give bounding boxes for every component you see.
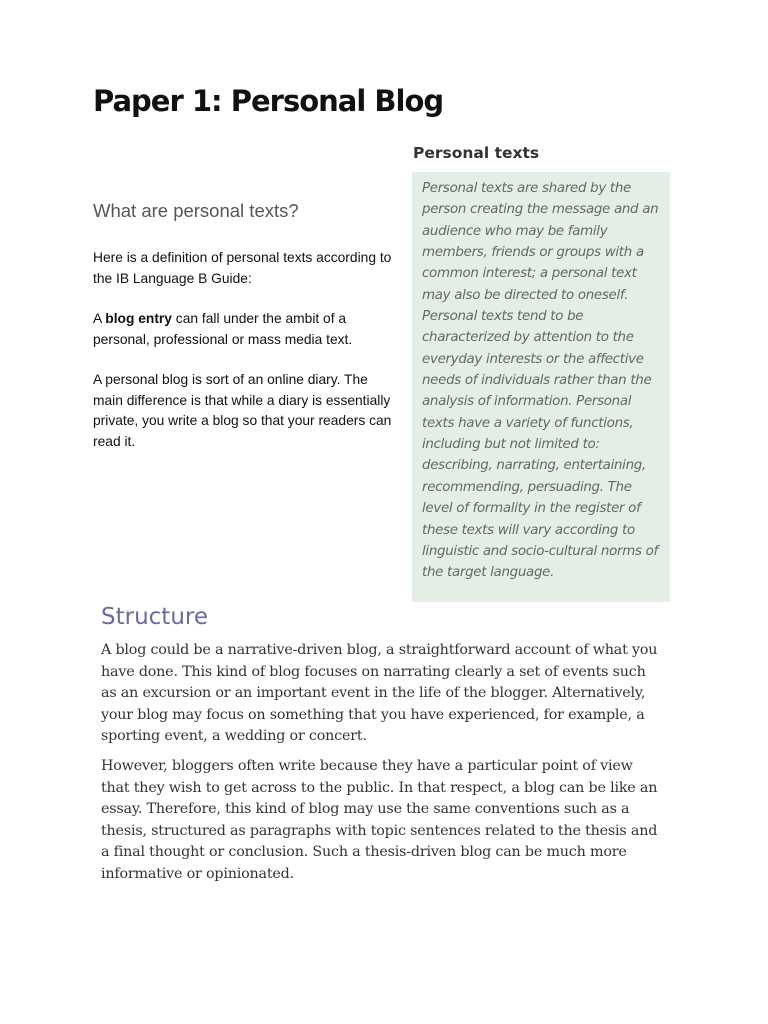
definition-sidebar-box <box>412 172 670 602</box>
structure-heading: Structure <box>101 604 208 630</box>
intro-column <box>93 200 393 472</box>
structure-paragraph-thesis: However, bloggers often write because they have a particular point of view that they wish to get across to the public. In that respect, a blog can be like an essay. Therefore, this kind of blog may use the same conventions such as a thesis, structured as paragraphs with topic sentences related to the thesis and a final thought or conclusion. Such a thesis-driven blog can be much more informative or opinionated. <box>101 757 658 882</box>
blog-entry-prefix: A <box>93 311 106 326</box>
online-diary-paragraph: A personal blog is sort of an online diary. The main difference is that while a diary is essentially private, you write a blog so that your readers can read it. <box>93 372 392 449</box>
blog-entry-suffix: can fall under the ambit of a personal, professional or mass media text. <box>93 311 353 347</box>
definition-intro-paragraph: Here is a definition of personal texts according to the IB Language B Guide: <box>93 250 392 286</box>
structure-paragraph-narrative: A blog could be a narrative-driven blog, a straightforward account of what you have done. This kind of blog focuses on narrating clearly a set of events such as an excursion or an important event in the life of the blogger. Alternatively, your blog may focus on something that you have experienced, for example, a sporting event, a wedding or concert. <box>101 642 658 745</box>
blog-entry-term: blog entry <box>105 311 172 326</box>
personal-texts-question-heading: What are personal texts? <box>93 200 299 221</box>
sidebar-heading: Personal texts <box>413 144 540 162</box>
page-title: Paper 1: Personal Blog <box>93 84 444 118</box>
definition-sidebar-text: Personal texts are shared by the person creating the message and an audience who may be family members, friends or groups with a common interest; a personal text may also be directed to oneself. Personal texts tend to be characterized by attention to the everyday interests or the affective needs of individuals rather than the analysis of information. Personal texts have a variety of functions, including but not limited to: describing, narrating, entertaining, recommending, persuading. The level of formality in the register of these texts will vary according to linguistic and socio-cultural norms of the target language. <box>422 181 659 581</box>
structure-section <box>101 640 661 894</box>
blog-entry-paragraph <box>93 309 393 350</box>
